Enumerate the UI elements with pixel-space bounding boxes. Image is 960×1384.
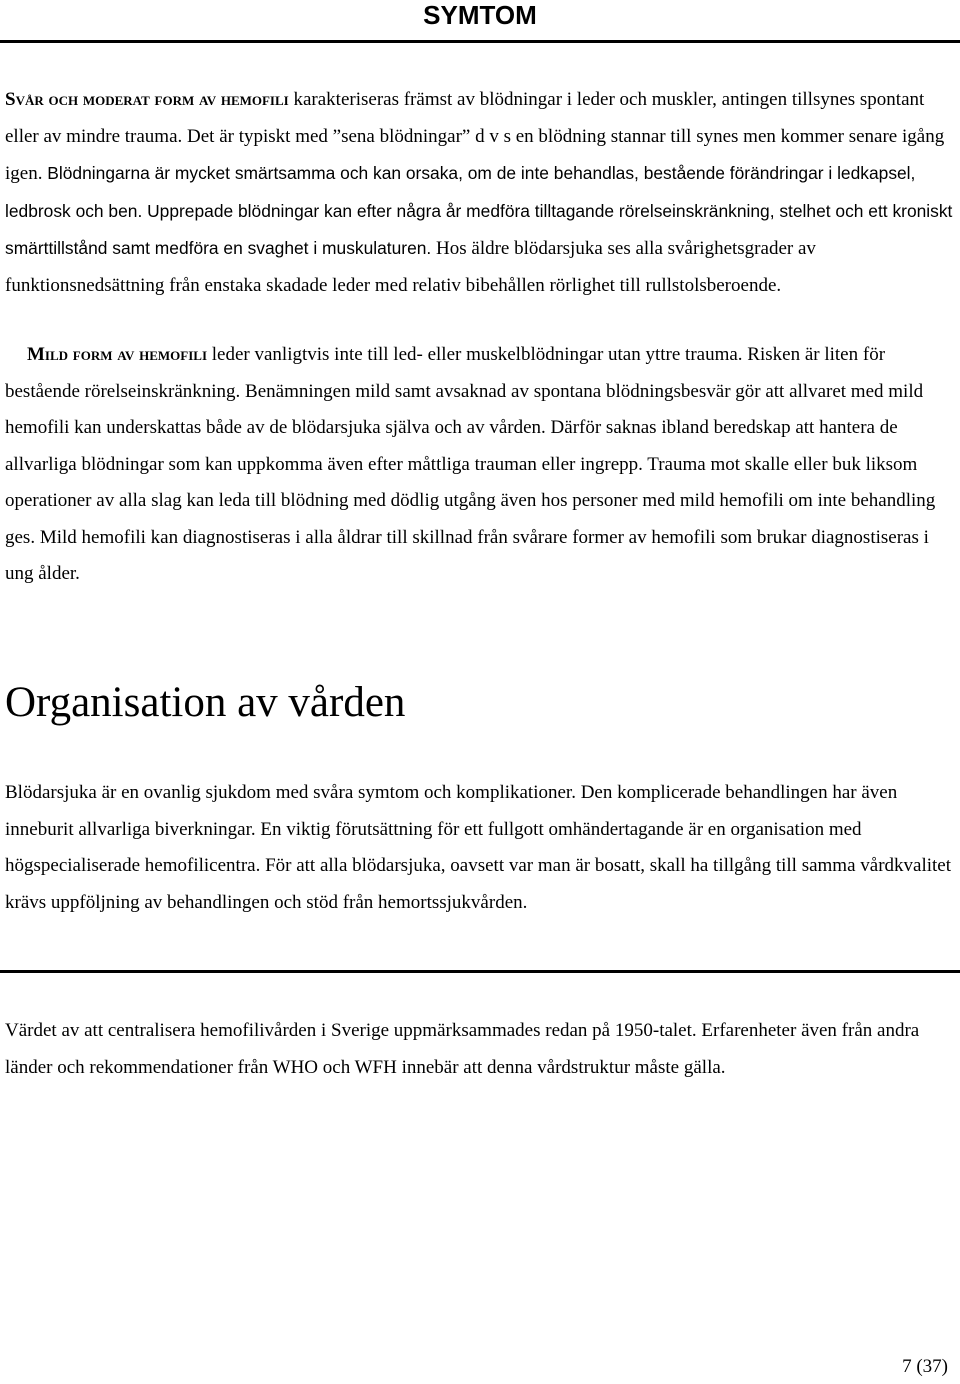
- severe-form-sentence-2: Det är typiskt med ”sena blödningar” d v s en blödning stannar till synes men kommer senare igång igen.: [5, 125, 945, 184]
- severe-form-label: Svår och moderat form av hemofili: [5, 89, 289, 110]
- page-number: 7 (37): [902, 1356, 948, 1377]
- severe-form-sentence-4: Hos äldre blödarsjuka ses alla svårighetsgrader av funktionsnedsättning från enstaka skadade leder med relativ bibehållen rörlighet till rullstolsberoende.: [5, 238, 816, 296]
- organisation-paragraph-1: Blödarsjuka är en ovanlig sjukdom med svåra symtom och komplikationer. Den komplicerade behandlingen har även inneburit allvarliga biverkningar. En viktig förutsättning för ett fullgott omhändertagande är en organisation med högspecialiserade hemofilicentra. För att alla blödarsjuka, oavsett var man är bosatt, skall ha tillgång till samma vårdkvalitet krävs uppföljning av behandlingen och stöd från hemortssjukvården.: [5, 782, 952, 913]
- page-heading: SYMTOM: [423, 0, 537, 30]
- severe-form-paragraph: [5, 82, 955, 304]
- section-title: Organisation av vården: [5, 679, 406, 726]
- mild-form-paragraph: [5, 337, 955, 593]
- section-divider: [0, 970, 960, 973]
- severe-form-sentence-3: Blödningarna är mycket smärtsamma och kan orsaka, om de inte behandlas, bestående förändringar i ledkapsel, ledbrosk och ben. Upprepade blödningar kan efter några år medföra tilltagande rörelseinskränkning, stelhet och ett kroniskt smärttillstånd samt medföra en svaghet i muskulaturen.: [5, 163, 953, 258]
- mild-form-text: leder vanligtvis inte till led- eller muskelblödningar utan yttre trauma. Risken är liten för bestående rörelseinskränkning. Benämningen mild samt avsaknad av spontana blödningsbesvär gör att allvaret med mild hemofili kan underskattas både av de blödarsjuka själva och av vården. Därför saknas ibland beredskap att hantera de allvarliga blödningar som kan uppkomma även efter måttliga trauman eller ingrepp. Trauma mot skalle eller buk liksom operationer av alla slag kan leda till blödning med dödlig utgång även hos personer med mild hemofili om inte behandling ges. Mild hemofili kan diagnostiseras i alla åldrar till skillnad från svårare former av hemofili som brukar diagnostiseras i ung ålder.: [5, 344, 936, 584]
- severe-form-sentence-1: karakteriseras främst av blödningar i leder och muskler, antingen tillsynes spontant eller av mindre trauma.: [5, 89, 925, 147]
- mild-form-label: Mild form av hemofili: [27, 344, 208, 365]
- organisation-paragraph-2: Värdet av att centralisera hemofilivården i Sverige uppmärksammades redan på 1950-talet. Erfarenheter även från andra länder och rekommendationer från WHO och WFH innebär att denna vårdstruktur måste gälla.: [5, 1020, 920, 1078]
- top-divider: [0, 40, 960, 43]
